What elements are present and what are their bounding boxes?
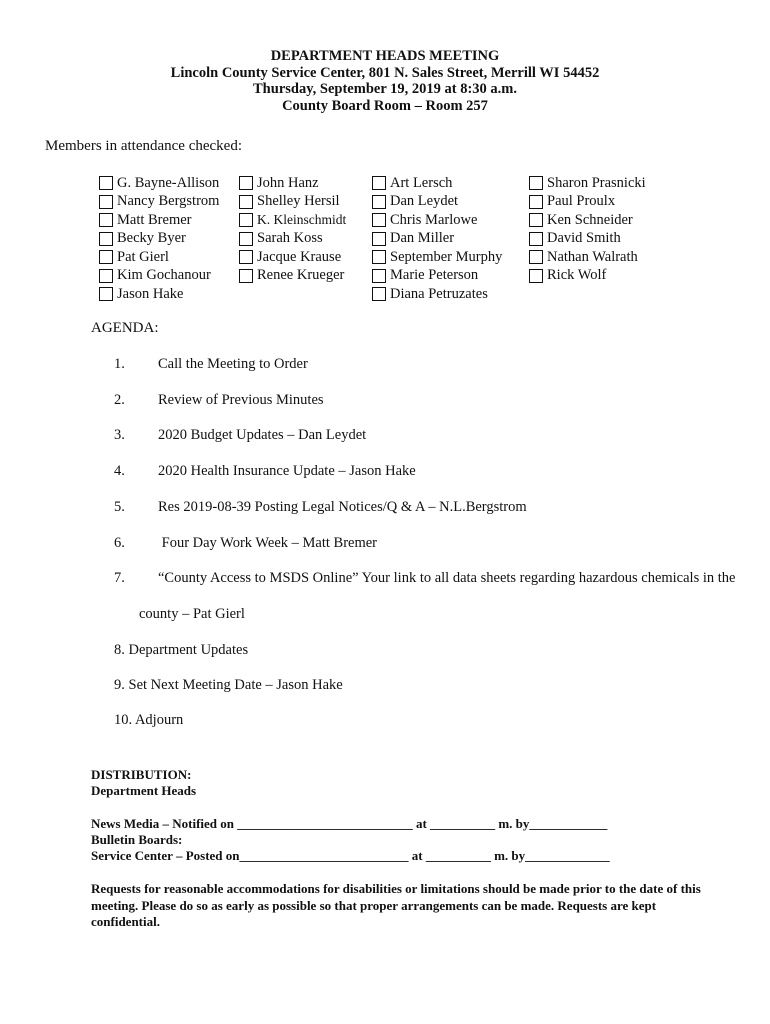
attendance-checkbox[interactable] — [372, 213, 386, 227]
member-row — [529, 193, 646, 212]
member-name: David Smith — [547, 230, 621, 247]
member-name: Sharon Prasnicki — [547, 174, 646, 191]
member-name: Sarah Koss — [257, 230, 323, 247]
agenda-text: 8. Department Updates — [114, 642, 249, 658]
member-row — [99, 193, 219, 212]
member-row — [529, 267, 646, 286]
attendance-checkbox[interactable] — [239, 232, 253, 246]
agenda-number: 2. — [114, 392, 125, 408]
member-row — [372, 285, 502, 304]
member-row — [99, 267, 219, 286]
member-row — [99, 174, 219, 193]
attendance-checkbox[interactable] — [529, 232, 543, 246]
meeting-title: DEPARTMENT HEADS MEETING — [270, 48, 500, 64]
attendance-checkbox[interactable] — [372, 195, 386, 209]
member-name: Matt Bremer — [117, 211, 192, 228]
member-row — [239, 211, 346, 230]
distribution-dept: Department Heads — [91, 783, 197, 798]
meeting-location: Lincoln County Service Center, 801 N. Sales Street, Merrill WI 54452 — [170, 64, 600, 81]
member-row — [529, 230, 646, 249]
attendance-checkbox[interactable] — [239, 269, 253, 283]
member-name: Dan Leydet — [390, 193, 459, 210]
agenda-number: 7. — [114, 570, 125, 586]
attendance-checkbox[interactable] — [529, 195, 543, 209]
member-name: Diana Petruzates — [390, 285, 488, 302]
agenda-text: Four Day Work Week – Matt Bremer — [158, 535, 378, 551]
agenda-text-continuation: county – Pat Gierl — [139, 606, 245, 622]
member-row — [99, 230, 219, 249]
member-row — [99, 248, 219, 267]
member-row — [239, 248, 346, 267]
member-row — [239, 193, 346, 212]
attendance-checkbox[interactable] — [239, 195, 253, 209]
agenda-text: Call the Meeting to Order — [158, 356, 308, 372]
member-name: Nathan Walrath — [547, 248, 638, 265]
member-name: Becky Byer — [117, 230, 186, 247]
member-name: Chris Marlowe — [390, 211, 478, 228]
agenda-text: Res 2019-08-39 Posting Legal Notices/Q & A – N.L.Bergstrom — [158, 499, 527, 515]
member-row — [239, 267, 346, 286]
member-name: Jason Hake — [117, 285, 184, 302]
attendance-checkbox[interactable] — [239, 250, 253, 264]
attendance-checkbox[interactable] — [99, 287, 113, 301]
member-row — [372, 211, 502, 230]
accommodation-notice: Requests for reasonable accommodations for disabilities or limitations should be made prior to the date of this meeting. Please do so as early as possible so that proper arrangements can be made. Requests are kept confidential. — [91, 881, 701, 929]
attendance-checkbox[interactable] — [529, 176, 543, 190]
attendance-column-2 — [239, 174, 346, 285]
member-row — [372, 174, 502, 193]
attendance-checkbox[interactable] — [372, 287, 386, 301]
member-name: Marie Peterson — [390, 267, 479, 284]
agenda-number: 6. — [114, 535, 125, 551]
member-name: Nancy Bergstrom — [117, 193, 220, 210]
attendance-checkbox[interactable] — [99, 232, 113, 246]
attendance-checkbox[interactable] — [529, 250, 543, 264]
agenda-text: 9. Set Next Meeting Date – Jason Hake — [114, 677, 343, 693]
agenda-number: 3. — [114, 427, 125, 443]
member-row — [239, 174, 346, 193]
member-name: Shelley Hersil — [257, 193, 340, 210]
agenda-text: 10. Adjourn — [114, 712, 184, 728]
agenda-text: “County Access to MSDS Online” Your link to all data sheets regarding hazardous chemicals in the — [158, 570, 736, 586]
attendance-column-3 — [372, 174, 502, 304]
member-name: Rick Wolf — [547, 267, 607, 284]
member-name: G. Bayne-Allison — [117, 174, 220, 191]
bulletin-boards-label: Bulletin Boards: — [91, 832, 183, 847]
attendance-checkbox[interactable] — [372, 232, 386, 246]
member-row — [372, 248, 502, 267]
member-name: Kim Gochanour — [117, 267, 211, 284]
member-row — [372, 193, 502, 212]
member-row — [372, 267, 502, 286]
attendance-checkbox[interactable] — [372, 269, 386, 283]
attendance-checkbox[interactable] — [99, 213, 113, 227]
member-name: Renee Krueger — [257, 267, 345, 284]
attendance-column-1 — [99, 174, 219, 304]
distribution-title: DISTRIBUTION: — [91, 767, 192, 782]
member-row — [529, 174, 646, 193]
attendance-checkbox[interactable] — [529, 213, 543, 227]
member-row — [99, 285, 219, 304]
member-row — [529, 248, 646, 267]
agenda-text: 2020 Health Insurance Update – Jason Hake — [158, 463, 416, 479]
service-center-line: Service Center – Posted on__________________________ at __________ m. by_____________ — [91, 848, 610, 863]
agenda-text: 2020 Budget Updates – Dan Leydet — [158, 427, 367, 443]
agenda-number: 1. — [114, 356, 125, 372]
member-row — [529, 211, 646, 230]
member-name: September Murphy — [390, 248, 503, 265]
news-media-line: News Media – Notified on ___________________________ at __________ m. by____________ — [91, 816, 608, 831]
meeting-datetime: Thursday, September 19, 2019 at 8:30 a.m. — [253, 81, 517, 97]
member-row — [239, 230, 346, 249]
agenda-text: Review of Previous Minutes — [158, 392, 324, 408]
agenda-heading: AGENDA: — [91, 320, 159, 336]
member-name: Art Lersch — [390, 174, 453, 191]
member-name: K. Kleinschmidt — [257, 212, 347, 228]
meeting-room: County Board Room – Room 257 — [282, 97, 488, 114]
attendance-checkbox[interactable] — [99, 250, 113, 264]
member-name: John Hanz — [257, 174, 319, 191]
member-name: Pat Gierl — [117, 248, 169, 265]
member-name: Jacque Krause — [257, 248, 342, 265]
attendance-column-4 — [529, 174, 646, 285]
agenda-number: 5. — [114, 499, 125, 515]
attendance-checkbox[interactable] — [239, 213, 253, 227]
member-row — [99, 211, 219, 230]
member-name: Dan Miller — [390, 230, 455, 247]
meeting-header — [0, 48, 770, 114]
attendance-checkbox[interactable] — [529, 269, 543, 283]
member-row — [372, 230, 502, 249]
attendance-checkbox[interactable] — [99, 176, 113, 190]
agenda-number: 4. — [114, 463, 125, 479]
attendance-checkbox[interactable] — [372, 250, 386, 264]
attendance-checkbox[interactable] — [99, 195, 113, 209]
attendance-checkbox[interactable] — [239, 176, 253, 190]
member-name: Paul Proulx — [547, 193, 616, 210]
attendance-checkbox[interactable] — [99, 269, 113, 283]
attendance-checkbox[interactable] — [372, 176, 386, 190]
attendance-label: Members in attendance checked: — [45, 138, 242, 154]
member-name: Ken Schneider — [547, 211, 633, 228]
